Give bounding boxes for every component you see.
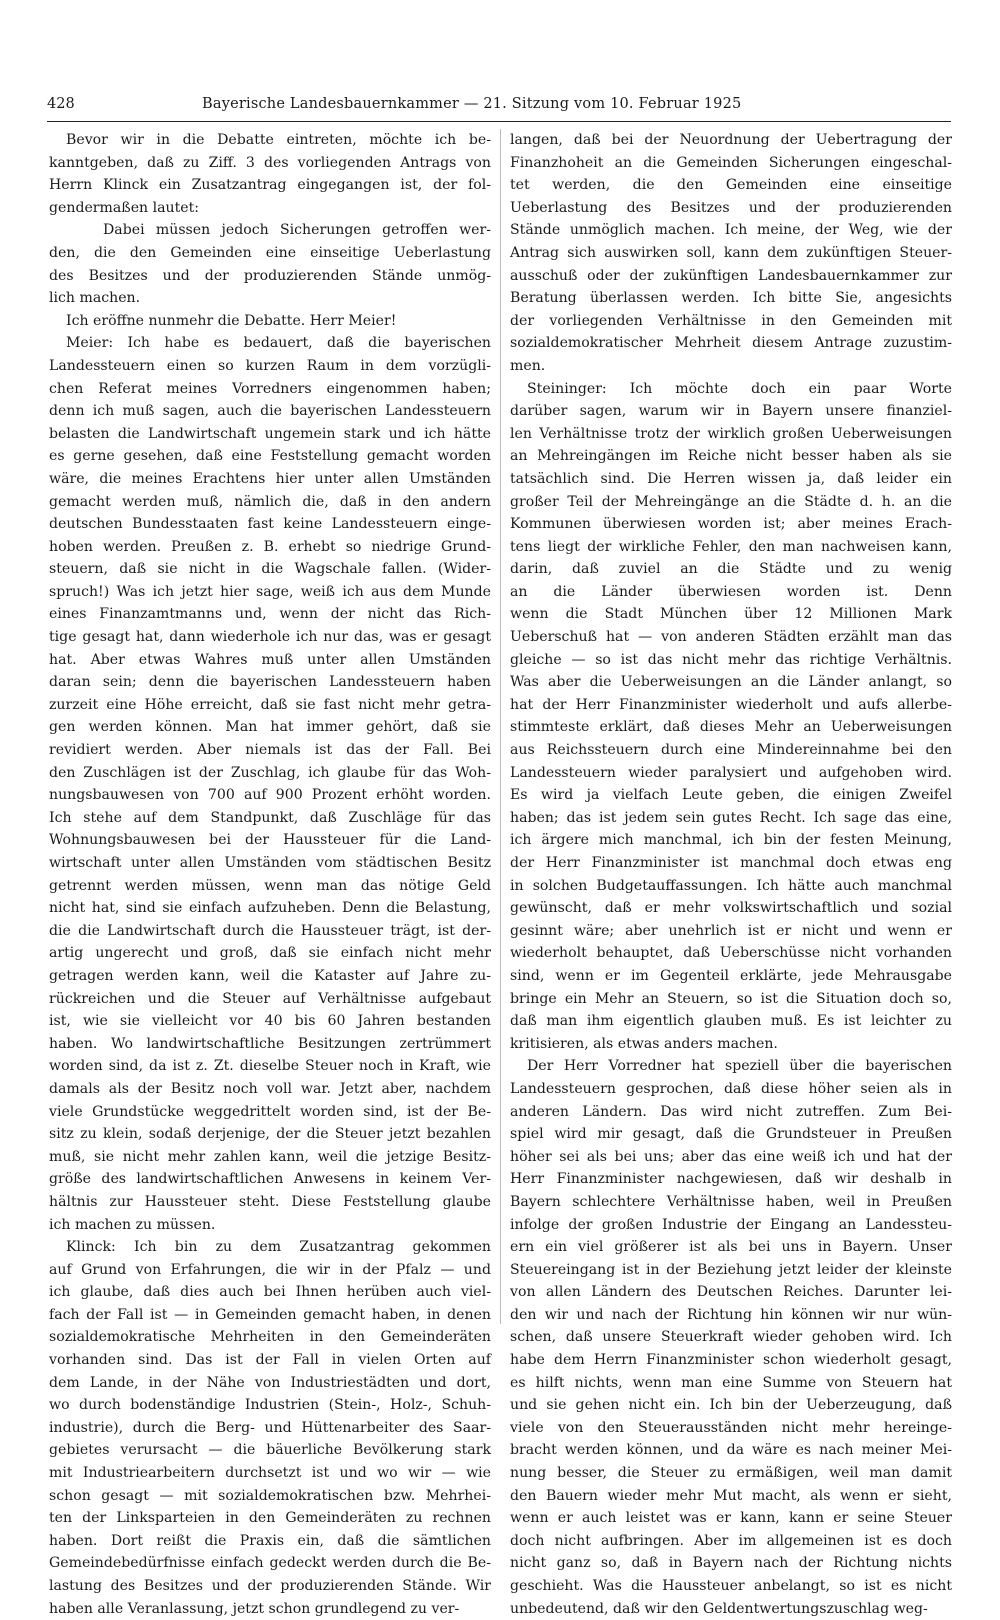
text-line: wo durch bodenständige Industrien (Stein-, Holz-, Schuh- [49, 1397, 491, 1414]
text-line: mit Industriearbeitern durchsetzt ist und wo wir — wie [49, 1465, 491, 1482]
text-line: viele Grundstücke weggedrittelt worden sind, ist der Be- [49, 1103, 491, 1120]
text-line: haben alle Veranlassung, jetzt schon grundlegend zu ver- [49, 1600, 460, 1617]
text-line: sozialdemokratischer Mehrheit diesem Antrage zuzustim- [510, 335, 952, 352]
left-column [49, 129, 491, 1617]
text-line: Antrag sich auswirken soll, kann dem zukünftigen Steuer- [510, 244, 952, 261]
text-line: und sie gehen nicht ein. Ich bin der Ueberzeugung, daß [510, 1397, 952, 1414]
text-line: in solchen Budgetauffassungen. Ich hätte auch manchmal [510, 877, 952, 894]
text-line: wirtschaft unter allen Umständen vom städtischen Besitz [49, 855, 491, 871]
text-line: wiederholt behauptet, daß Ueberschüsse nicht vorhanden [510, 945, 952, 962]
text-line: bringe ein Mehr an Steuern, so ist die Situation doch so, [510, 990, 952, 1007]
text-line: langen, daß bei der Neuordnung der Uebertragung der [510, 132, 952, 148]
text-line: es gerne gesehen, daß eine Feststellung gemacht worden [49, 448, 491, 465]
text-line: nicht ganz so, daß in Bayern nach der Richtung nichts [510, 1555, 952, 1572]
text-line: der Herr Finanzminister ist manchmal doch etwas eng [510, 855, 952, 871]
text-line: auf Grund von Erfahrungen, die wir in der Pfalz — und [49, 1261, 491, 1278]
text-line: darin, daß zuviel an die Städte und zu wenig [510, 561, 952, 578]
text-line: die die Landwirtschaft durch die Haussteuer trägt, ist der- [49, 922, 491, 939]
text-line: ich glaube, daß dies auch bei Ihnen herüben auch viel- [49, 1284, 491, 1301]
text-line: Ich stehe auf dem Standpunkt, daß Zuschläge für das [49, 809, 491, 826]
text-line: ausschuß oder der zukünftigen Landesbauernkammer zur [510, 267, 952, 284]
text-line: höher sei als bei uns; aber das eine weiß ich und hat der [510, 1148, 952, 1165]
text-line: denn ich muß sagen, auch die bayerischen Landessteuern [49, 403, 491, 420]
text-line: großer Teil der Mehreingänge an die Städte d. h. an die [510, 493, 952, 510]
text-line: Dabei müssen jedoch Sicherungen getroffen wer- [103, 222, 491, 239]
text-line: wenn die Stadt München über 12 Millionen Mark [510, 606, 952, 623]
header-rule [47, 121, 951, 122]
text-line: größe des landwirtschaftlichen Anwesens in keinem Ver- [49, 1171, 491, 1188]
page-header [47, 96, 950, 120]
text-line: tige gesagt hat, dann wiederhole ich nur das, was er gesagt [49, 629, 491, 646]
text-line: es hilft nichts, wenn man eine Summe von Steuern hat [510, 1374, 952, 1391]
text-line: doch nicht aufbringen. Aber im allgemeinen ist es doch [510, 1532, 952, 1549]
text-line: wenn er auch leistet was er kann, kann er seine Steuer [510, 1510, 952, 1527]
text-line: der vorliegenden Verhältnisse in den Gemeinden mit [510, 312, 952, 329]
text-line: hat der Herr Finanzminister wiederholt und aufs allerbe- [510, 696, 952, 713]
text-line: Bevor wir in die Debatte eintreten, möchte ich be- [66, 132, 491, 148]
text-line: hat. Aber etwas Wahres muß unter allen Umständen [49, 651, 491, 668]
text-line: Was aber die Ueberweisungen an die Länder anlangt, so [510, 674, 952, 691]
text-line: Wohnungsbauwesen bei der Haussteuer für die Land- [49, 832, 491, 849]
text-line: gleiche — so ist das nicht mehr das richtige Verhältnis. [510, 651, 952, 668]
text-line: gemacht werden muß, nämlich die, daß in den andern [49, 493, 491, 510]
text-line: gewünscht, daß er mehr volkswirtschaftlich und sozial [510, 900, 952, 917]
text-line: steuern, daß sie nicht in die Wagschale fallen. (Wider- [49, 561, 491, 578]
text-line: Herrn Klinck ein Zusatzantrag eingegangen ist, der fol- [49, 177, 491, 194]
text-line: bracht werden können, und da wäre es nach meiner Mei- [510, 1442, 952, 1459]
text-line: rückreichen und die Steuer auf Verhältnisse aufgebaut [49, 990, 491, 1007]
text-line: Steuereingang ist in der Beziehung jetzt leider der kleinste [510, 1261, 952, 1278]
text-line: ich ärgere mich manchmal, ich bin der festen Meinung, [510, 832, 952, 849]
text-line: gendermaßen lautet: [49, 199, 200, 216]
right-column [510, 129, 952, 1617]
text-line: den, die den Gemeinden eine einseitige Ueberlastung [49, 244, 491, 261]
text-line: Stände unmöglich machen. Ich meine, der Weg, wie der [510, 222, 952, 239]
text-line: daß man ihm eigentlich glauben muß. Es ist leichter zu [510, 1013, 952, 1030]
column-divider [500, 129, 501, 1324]
text-line: zurzeit eine Höhe erreicht, daß sie fast nicht mehr getra- [49, 696, 491, 713]
text-line: Steininger: Ich möchte doch ein paar Worte [527, 380, 952, 397]
text-line: darüber sagen, warum wir in Bayern unsere finanziel- [510, 403, 952, 420]
text-line: haben; das ist jedem sein gutes Recht. Ich sage das eine, [510, 809, 952, 826]
text-line: damals als der Besitz noch voll war. Jetzt aber, nachdem [49, 1080, 491, 1097]
text-line: von allen Ländern des Deutschen Reiches. Darunter lei- [510, 1284, 952, 1301]
text-line: den Bauern wieder mehr Mut macht, als wenn er sieht, [510, 1487, 952, 1504]
text-line: ten der Linksparteien in den Gemeinderäten zu rechnen [49, 1510, 491, 1527]
text-line: deutschen Bundesstaaten fast keine Landessteuern einge- [49, 516, 491, 533]
text-line: belasten die Landwirtschaft ungemein stark und ich hätte [49, 425, 491, 442]
text-line: Landessteuern einen so kurzen Raum in dem vorzügli- [49, 357, 491, 374]
text-line: Landessteuern gesprochen, daß diese höher seien als in [510, 1080, 952, 1097]
text-line: men. [510, 357, 546, 374]
text-line: Beratung überlassen werden. Ich bitte Sie, angesichts [510, 290, 952, 307]
text-line: ist, wie sie vielleicht vor 40 bis 60 Jahren bestanden [49, 1013, 491, 1030]
text-line: aus Reichssteuern durch eine Mindereinnahme bei den [510, 742, 952, 759]
text-line: artig ungerecht und groß, daß sie einfach nicht mehr [49, 945, 491, 962]
text-line: daran sein; denn die bayerischen Landessteuern haben [49, 674, 491, 691]
text-line: fach der Fall ist — in Gemeinden gemacht haben, in denen [49, 1306, 491, 1323]
text-line: Herr Finanzminister nachgewiesen, daß wir deshalb in [510, 1171, 952, 1188]
text-line: haben. Dort reißt die Praxis ein, daß die sämtlichen [49, 1532, 491, 1549]
text-line: Der Herr Vorredner hat speziell über die bayerischen [527, 1058, 952, 1075]
text-line: habe dem Herrn Finanzminister schon wiederholt gesagt, [510, 1352, 952, 1369]
text-line: len Verhältnisse trotz der wirklich großen Ueberweisungen [510, 425, 952, 442]
text-line: hältnis zur Haussteuer steht. Diese Feststellung glaube [49, 1193, 491, 1210]
text-line: Landessteuern wieder paralysiert und aufgehoben wird. [510, 764, 952, 781]
text-line: ich machen zu müssen. [49, 1216, 216, 1233]
text-line: wäre, die meines Erachtens hier unter allen Umständen [49, 470, 491, 487]
text-line: an die Länder überwiesen worden ist. Denn [510, 583, 952, 600]
text-line: schen, daß unsere Steuerkraft wieder gehoben wird. Ich [510, 1329, 952, 1346]
text-line: spruch!) Was ich jetzt hier sage, weiß ich aus dem Munde [49, 583, 491, 600]
text-line: viele von den Steuerausständen nicht mehr hereinge- [510, 1419, 952, 1436]
text-line: nicht hat, sind sie einfach aufzuheben. Denn die Belastung, [49, 900, 491, 917]
text-line: sind, wenn er im Gegenteil erklärte, jede Mehrausgabe [510, 967, 952, 984]
text-line: eines Finanzamtmanns und, wenn der nicht das Rich- [49, 606, 491, 623]
text-line: worden sind, da ist z. Zt. dieselbe Steuer noch in Kraft, wie [49, 1058, 491, 1075]
text-line: revidiert werden. Aber niemals ist das der Fall. Bei [49, 742, 491, 759]
text-line: haben. Wo landwirtschaftliche Besitzungen zertrümmert [49, 1035, 491, 1052]
text-line: getrennt werden müssen, wenn man das nötige Geld [49, 877, 491, 894]
text-line: vorhanden sind. Das ist der Fall in vielen Orten auf [49, 1352, 491, 1369]
text-line: kritisieren, als etwas anders machen. [510, 1035, 778, 1052]
text-line: Gemeindebedürfnisse einfach gedeckt werden durch die Be- [49, 1555, 491, 1572]
text-line: stimmteste erklärt, daß dieses Mehr an Ueberweisungen [510, 719, 952, 736]
text-line: muß, sie nicht mehr zahlen kann, weil die jetzige Besitz- [49, 1148, 491, 1165]
page-number: 428 [47, 96, 75, 112]
text-line: den wir und nach der Richtung hin können wir nur wün- [510, 1306, 952, 1323]
text-line: sozialdemokratische Mehrheiten in den Gemeinderäten [49, 1329, 491, 1346]
text-line: infolge der großen Industrie der Eingang an Landessteu- [510, 1216, 952, 1233]
text-line: Kommunen überwiesen worden ist; aber meines Erach- [510, 516, 952, 533]
running-title: Bayerische Landesbauernkammer — 21. Sitzung vom 10. Februar 1925 [202, 96, 742, 112]
text-line: ern ein viel größerer ist als bei uns in Bayern. Unser [510, 1239, 952, 1256]
text-line: nung besser, die Steuer zu ermäßigen, weil man damit [510, 1465, 952, 1482]
text-line: lich machen. [49, 290, 141, 307]
text-line: spiel wird mir gesagt, daß die Grundsteuer in Preußen [510, 1126, 952, 1143]
text-line: geschieht. Was die Haussteuer anbelangt, so ist es nicht [510, 1578, 952, 1594]
text-line: unbedeutend, daß wir den Geldentwertungszuschlag weg- [510, 1600, 928, 1617]
text-line: tet werden, die den Gemeinden eine einseitige [510, 177, 952, 194]
text-line: Ich eröffne nunmehr die Debatte. Herr Meier! [66, 312, 397, 329]
text-line: schon gesagt — mit sozialdemokratischen bzw. Mehrhei- [49, 1487, 491, 1504]
text-line: tatsächlich sind. Die Herren wissen ja, daß leider ein [510, 470, 952, 487]
text-line: chen Referat meines Vorredners eingenommen haben; [49, 380, 491, 397]
text-line: sitz zu klein, sodaß derjenige, der die Steuer jetzt bezahlen [49, 1126, 491, 1143]
text-line: anderen Ländern. Das wird nicht zutreffen. Zum Bei- [510, 1103, 952, 1120]
text-line: kanntgeben, daß zu Ziff. 3 des vorliegenden Antrags von [49, 154, 491, 171]
text-line: dem Lande, in der Nähe von Industriestädten und dort, [49, 1374, 491, 1391]
text-line: getragen werden kann, weil die Kataster auf Jahre zu- [49, 967, 491, 984]
text-line: Ueberlastung des Besitzes und der produzierenden [510, 199, 952, 216]
text-line: gesinnt wäre; aber unehrlich ist er nicht und wenn er [510, 922, 952, 939]
text-line: hoben werden. Preußen z. B. erhebt so niedrige Grund- [49, 538, 491, 555]
text-line: des Besitzes und der produzierenden Stände unmög- [49, 267, 491, 284]
text-line: lastung des Besitzes und der produzierenden Stände. Wir [49, 1578, 491, 1594]
text-line: Bayern schlechtere Verhältnisse haben, weil in Preußen [510, 1193, 952, 1210]
text-line: Klinck: Ich bin zu dem Zusatzantrag gekommen [66, 1239, 491, 1256]
text-line: gen werden können. Man hat immer gehört, daß sie [49, 719, 491, 736]
text-line: gebietes verursacht — die bäuerliche Bevölkerung stark [49, 1442, 491, 1459]
text-line: an Mehreingängen im Reiche nicht besser haben als sie [510, 448, 952, 465]
text-line: Es wird ja vielfach Leute geben, die einigen Zweifel [510, 787, 952, 804]
text-line: tens liegt der wirkliche Fehler, den man nachweisen kann, [510, 538, 952, 555]
text-line: industrie), durch die Berg- und Hüttenarbeiter des Saar- [49, 1419, 491, 1436]
text-line: Finanzhoheit an die Gemeinden Sicherungen eingeschal- [510, 154, 952, 171]
text-line: nungsbauwesen von 700 auf 900 Prozent erhöht worden. [49, 787, 491, 804]
text-line: den Zuschlägen ist der Zuschlag, ich glaube für das Woh- [49, 764, 491, 781]
text-line: Meier: Ich habe es bedauert, daß die bayerischen [66, 335, 491, 352]
text-line: Ueberschuß hat — von anderen Städten erzählt man das [510, 629, 952, 646]
